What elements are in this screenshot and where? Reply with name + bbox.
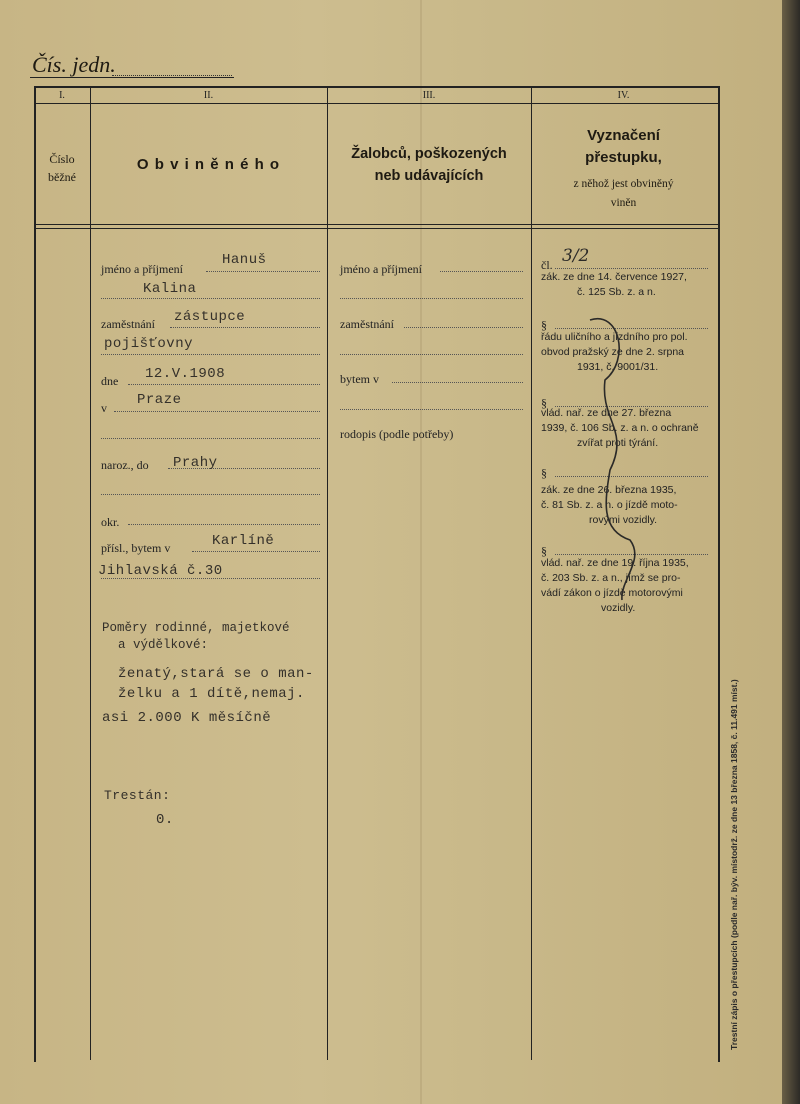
accused-employment-line-1 [170, 327, 320, 328]
plaintiff-employment-label: zaměstnání [340, 317, 394, 331]
accused-family-value: ženatý,stará se o man- želku a 1 dítě,nemaj. asi 2.000 K měsíčně [102, 666, 314, 726]
column-numeral-4: IV. [617, 90, 630, 101]
offense-3-text: vlád. nař. ze dne 27. března 1939, č. 106 Sb. z. a n. o ochraně zvířat proti týrání. [541, 407, 699, 449]
accused-date-label: dne [101, 374, 119, 388]
header-divider-a [34, 224, 718, 225]
plaintiff-name-label: jméno a příjmení [340, 262, 422, 276]
header-serial-number: Číslo běžné [48, 152, 76, 184]
accused-born-line-2 [101, 494, 320, 495]
accused-place-value: Praze [137, 392, 182, 408]
reference-number-label: Čís. jedn. [32, 52, 116, 77]
offense-1-handwritten: 3/2 [562, 246, 590, 266]
column-divider-1 [90, 86, 91, 1060]
offense-1-line [555, 268, 708, 269]
plaintiff-profile-label: rodopis (podle potřeby) [340, 427, 454, 441]
offense-1-prefix: čl. [541, 258, 553, 272]
header-offense: Vyznačení přestupku, [585, 127, 662, 166]
accused-residence-line-1 [192, 551, 320, 552]
page-edge [782, 0, 800, 1104]
offense-1-text: zák. ze dne 14. července 1927, č. 125 Sb. z. a n. [541, 271, 687, 298]
plaintiff-employment-line-2 [340, 354, 523, 355]
handwritten-pen-stroke [560, 300, 650, 630]
accused-name-line-2 [101, 298, 320, 299]
accused-district-line [128, 524, 320, 525]
accused-district-label: okr. [101, 515, 120, 529]
accused-surname: Kalina [143, 281, 197, 297]
offense-5-text: vlád. nař. ze dne 19. října 1935, č. 203 Sb. z. a n., jímž se pro- vádí zákon o jízdě motorovými vozidly. [541, 557, 689, 614]
accused-employment-line-2 [101, 354, 320, 355]
accused-family-label: Poměry rodinné, majetkové a výdělkové: [102, 621, 290, 652]
pen-stroke-path [590, 319, 635, 600]
offense-2-text: řádu uličního a jízdního pro pol. obvod pražský ze dne 2. srpna 1931, č. 9001/31. [541, 331, 688, 373]
accused-place-line-2 [101, 438, 320, 439]
reference-number-line [112, 75, 232, 76]
accused-employment-label: zaměstnání [101, 317, 155, 331]
accused-date-value: 12.V.1908 [145, 366, 226, 382]
plaintiff-residence-line-2 [340, 409, 523, 410]
plaintiff-residence-line-1 [392, 382, 523, 383]
column-numeral-3: III. [422, 90, 436, 101]
plaintiff-name-line-2 [340, 298, 523, 299]
accused-employment-value-1: zástupce [174, 309, 246, 325]
reference-underline [30, 77, 234, 78]
header-offense-subtitle: z něhož jest obviněný viněn [573, 178, 674, 209]
accused-residence-label: přísl., bytem v [101, 541, 171, 555]
offense-5-prefix: § [541, 544, 547, 558]
accused-residence-value-2: Jihlavská č.30 [98, 563, 223, 579]
column-numeral-2: II. [203, 90, 214, 101]
accused-first-name: Hanuš [222, 252, 267, 268]
column-numeral-1: I. [59, 90, 65, 101]
accused-punished-value: 0. [156, 812, 174, 828]
column-divider-3 [531, 86, 532, 1060]
accused-date-line [128, 384, 320, 385]
header-accused: O b v i n ě n é h o [136, 156, 281, 173]
column-divider-2 [327, 86, 328, 1060]
numeral-row-divider [34, 103, 718, 104]
accused-residence-value-1: Karlíně [212, 533, 275, 549]
offense-2-prefix: § [541, 318, 547, 332]
accused-born-label: naroz., do [101, 458, 149, 472]
offense-3-prefix: § [541, 396, 547, 410]
offense-4-prefix: § [541, 466, 547, 480]
offense-4-text: zák. ze dne 26. března 1935, č. 81 Sb. z. a n. o jízdě moto- rovými vozidly. [541, 484, 678, 526]
accused-name-label: jméno a příjmení [101, 262, 183, 276]
accused-place-label: v [101, 401, 107, 415]
accused-punished-label: Trestán: [104, 788, 171, 803]
accused-place-line [114, 411, 320, 412]
plaintiff-name-line-1 [440, 271, 523, 272]
plaintiff-residence-label: bytem v [340, 372, 379, 386]
accused-name-line-1 [206, 271, 320, 272]
plaintiff-employment-line-1 [404, 327, 523, 328]
form-side-note: Trestní zápis o přestupcích (podle nař. býv. místodrž. ze dne 13 března 1858, č. 11.491 míst.) [729, 679, 739, 1050]
accused-born-value: Prahy [173, 455, 218, 471]
header-divider-b [34, 228, 718, 229]
accused-employment-value-2: pojišťovny [104, 336, 194, 352]
header-plaintiffs: Žalobců, poškozených neb udávajících [351, 146, 507, 184]
